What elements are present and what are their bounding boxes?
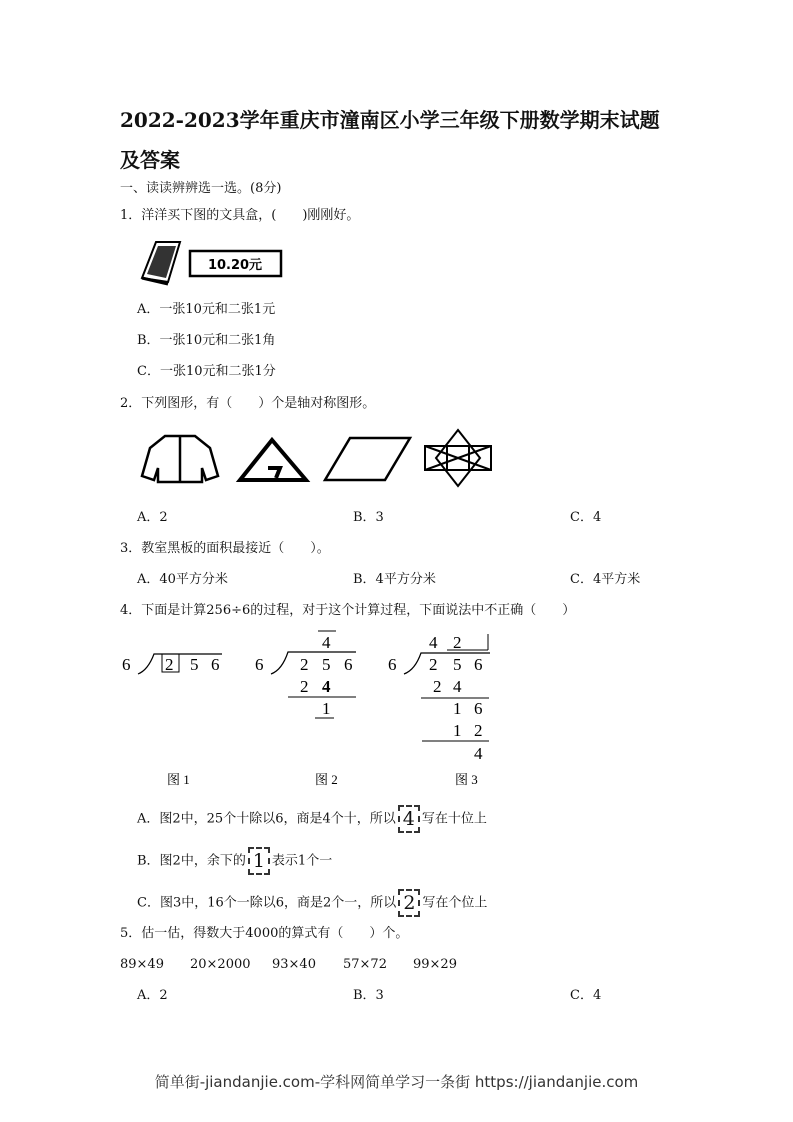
q2-text: 2．下列图形，有（ ）个是轴对称图形。 [120, 396, 376, 411]
q1-text: 1．洋洋买下图的文具盒，( )刚刚好。 [120, 208, 360, 223]
q1-option-b: B．一张10元和二张1角 [137, 333, 276, 348]
q4-option-a [137, 805, 487, 833]
triangle-icon [240, 440, 306, 480]
remainder-digit: 1 [322, 699, 331, 718]
digit: 5 [322, 655, 331, 674]
q4-option-b [137, 847, 332, 875]
figure-3 [388, 633, 490, 787]
digit: 6 [474, 655, 483, 674]
digit: 2 [165, 655, 174, 674]
q1-option-a: A．一张10元和二张1元 [137, 302, 276, 317]
q5-expression: 20×2000 [190, 957, 251, 972]
digit: 2 [300, 677, 309, 696]
q4-option-c [137, 889, 487, 917]
q5-expression: 99×29 [413, 957, 457, 972]
divisor: 6 [255, 655, 264, 674]
q4-text: 4．下面是计算256÷6的过程，对于这个计算过程，下面说法中不正确（ ） [120, 603, 576, 618]
q5-expression: 89×49 [120, 957, 164, 972]
option-text: A．图2中，25个十除以6，商是4个十，所以 [137, 811, 396, 827]
quotient-digit: 4 [429, 633, 438, 652]
digit: 2 [474, 721, 483, 740]
figure-label: 图 2 [315, 772, 338, 787]
option-text: 写在十位上 [421, 811, 487, 827]
divisor: 6 [122, 655, 131, 674]
q3-text: 3．教室黑板的面积最接近（ ）。 [120, 541, 330, 556]
q2-option-b: B．3 [353, 510, 384, 525]
footer-watermark: 简单街-jiandanjie.com-学科网简单学习一条街 https://jiandanjie.com [154, 1073, 639, 1091]
figure-2 [255, 631, 356, 787]
digit: 2 [300, 655, 309, 674]
price-tag: 10.20元 [207, 258, 263, 273]
figure-1 [122, 654, 222, 787]
digit: 6 [344, 655, 353, 674]
dashed-box-digit: 4 [398, 805, 420, 833]
digit: 6 [211, 655, 220, 674]
digit: 1 [453, 721, 462, 740]
q3-option-c: C．4平方米 [570, 572, 641, 587]
q2-option-a: A．2 [137, 510, 168, 525]
digit: 4 [322, 677, 331, 696]
q3-option-a: A．40平方分米 [137, 572, 228, 587]
q5-option-a: A．2 [137, 988, 168, 1003]
pattern-grid-icon [425, 430, 491, 486]
jacket-icon [142, 436, 218, 482]
remainder-digit: 4 [474, 744, 483, 763]
option-text: 写在个位上 [422, 895, 488, 911]
quotient-digit: 4 [322, 633, 331, 652]
digit: 4 [453, 677, 462, 696]
digit: 5 [453, 655, 462, 674]
digit: 5 [190, 655, 199, 674]
q5-expression: 93×40 [272, 957, 316, 972]
section-heading: 一、读读辨辨选一选。(8分) [120, 181, 282, 196]
q2-option-c: C．4 [570, 510, 602, 525]
q5-option-b: B．3 [353, 988, 384, 1003]
title-line-2: 及答案 [120, 148, 180, 172]
digit: 2 [433, 677, 442, 696]
q3-option-b: B．4平方分米 [353, 572, 436, 587]
option-text: B．图2中，余下的 [137, 853, 246, 869]
digit: 2 [429, 655, 438, 674]
digit: 6 [474, 699, 483, 718]
q5-option-c: C．4 [570, 988, 602, 1003]
q1-option-c: C．一张10元和二张1分 [137, 364, 276, 379]
q5-expression: 57×72 [343, 957, 387, 972]
q5-text: 5．估一估，得数大于4000的算式有（ ）个。 [120, 926, 409, 941]
long-division-figures [110, 620, 510, 790]
parallelogram-icon [325, 438, 410, 480]
pencil-box-icon [142, 242, 180, 284]
dashed-box-digit: 1 [248, 847, 270, 875]
q2-figures [140, 428, 500, 488]
option-text: 表示1个一 [271, 853, 333, 869]
figure-label: 图 1 [167, 772, 190, 787]
pencil-box-image [138, 238, 288, 288]
quotient-digit: 2 [453, 633, 462, 652]
title-line-1: 2022-2023学年重庆市潼南区小学三年级下册数学期末试题 [120, 108, 660, 132]
figure-label: 图 3 [455, 772, 478, 787]
digit: 1 [453, 699, 462, 718]
option-text: C．图3中，16个一除以6，商是2个一，所以 [137, 895, 397, 911]
divisor: 6 [388, 655, 397, 674]
dashed-box-digit: 2 [398, 889, 420, 917]
